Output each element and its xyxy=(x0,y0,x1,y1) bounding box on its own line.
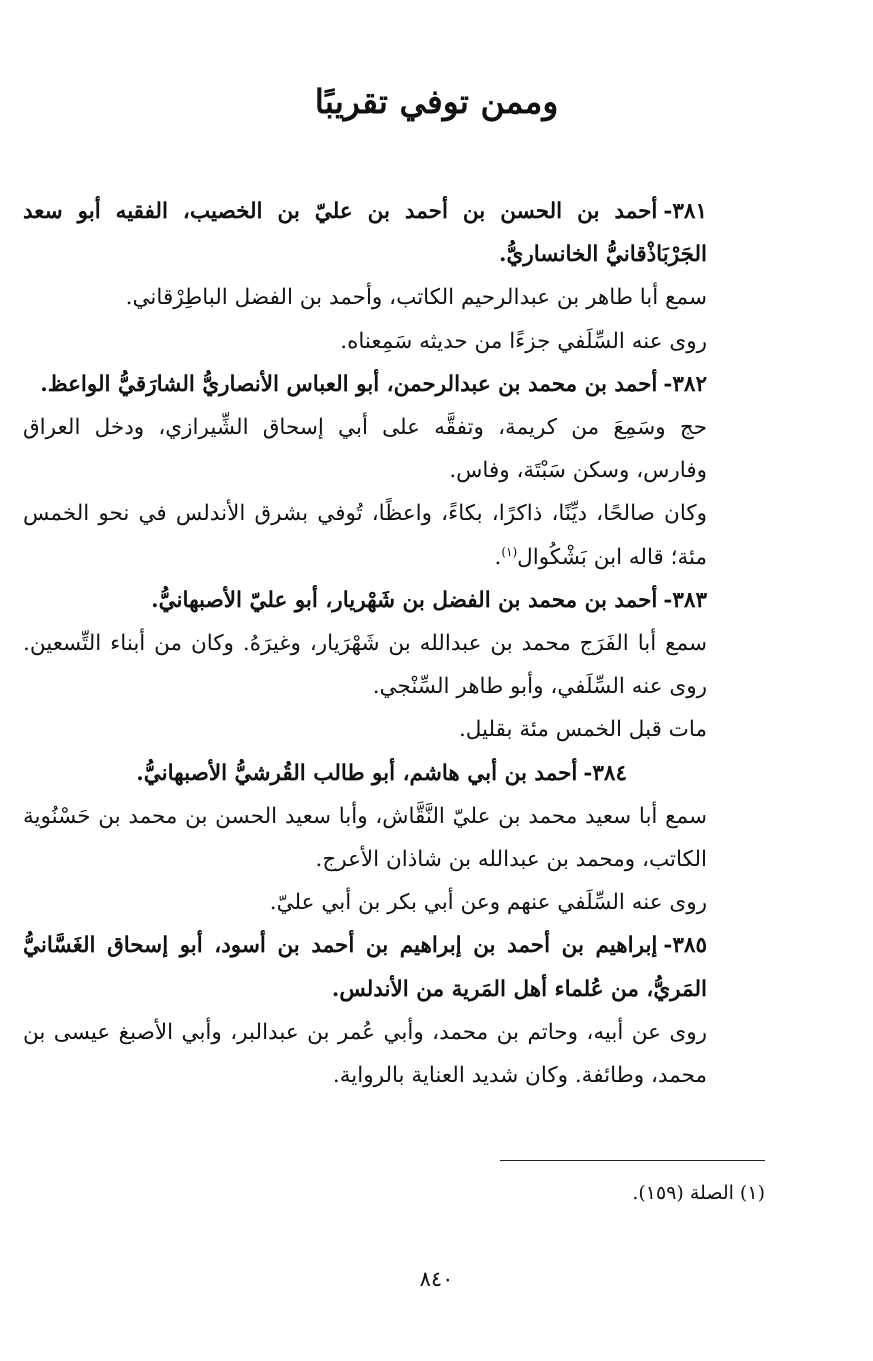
entry-heading xyxy=(23,363,765,406)
entry-paragraph: روى عنه السِّلَفي عنهم وعن أبي بكر بن أبي عليّ. xyxy=(269,890,707,916)
entry-number: ٣٨١- xyxy=(663,199,707,224)
entry-heading-text: أحمد بن محمد بن الفضل بن شَهْريار، أبو عليّ الأصبهانيُّ. xyxy=(151,587,658,613)
entry-paragraph: حج وسَمِعَ من كريمة، وتفقَّه على أبي إسحاق الشِّيرازي، ودخل العراق وفارس، وسكن سَبْتَة، وفاس. xyxy=(23,415,707,484)
entry-number: ٣٨٤- xyxy=(583,760,627,786)
entry-paragraph: روى عن أبيه، وحاتم بن محمد، وأبي عُمر بن عبدالبر، وأبي الأصبغ عيسى بن محمد، وطائفة. وكان شديد العناية بالرواية. xyxy=(23,1019,707,1089)
page-body xyxy=(23,190,765,1097)
entry-heading xyxy=(23,190,765,276)
entry-381 xyxy=(23,190,765,363)
entry-number: ٣٨٥- xyxy=(663,933,707,959)
entry-paragraph: مات قبل الخمس مئة بقليل. xyxy=(458,717,707,743)
entry-heading-text: أحمد بن الحسن بن أحمد بن عليّ بن الخصيب، الفقيه أبو سعد الجَرْبَاذْقانيُّ الخانساريُّ. xyxy=(23,199,707,268)
entry-383 xyxy=(23,579,765,752)
footnote-divider xyxy=(500,1160,765,1161)
entry-heading-text: أحمد بن أبي هاشم، أبو طالب القُرشيُّ الأصبهانيُّ. xyxy=(136,760,578,786)
page-number: ٨٤٠ xyxy=(419,1267,454,1291)
entry-paragraph-text: وكان صالحًا، ديِّنًا، ذاكرًا، بكاءً، واعظًا، تُوفي بشرق الأندلس في نحو الخمس مئة؛ قاله ابن بَشْكُوال xyxy=(23,501,707,570)
footnote: (١) الصلة (١٥٩). xyxy=(632,1182,765,1204)
entry-heading-text: إبراهيم بن أحمد بن إبراهيم بن أحمد بن أسود، أبو إسحاق الغَسَّانيُّ المَريُّ، من عُلماء أهل المَرية من الأندلس. xyxy=(23,933,707,1002)
footnote-reference[interactable]: (١) xyxy=(501,544,518,559)
entry-number: ٣٨٣- xyxy=(663,587,707,613)
entry-384 xyxy=(23,752,765,925)
section-title: وممن توفي تقريبًا xyxy=(314,82,559,121)
sentence-end: . xyxy=(494,544,502,570)
entry-385 xyxy=(23,924,765,1097)
entry-paragraph xyxy=(23,492,765,578)
entry-heading-text: أحمد بن محمد بن عبدالرحمن، أبو العباس الأنصاريُّ الشارَقيُّ الواعظ. xyxy=(40,371,658,397)
entry-number: ٣٨٢- xyxy=(663,371,707,397)
entry-paragraph: سمع أبا سعيد محمد بن عليّ النَّقَّاش، وأبا سعيد الحسن بن محمد بن حَسْنُوية الكاتب، ومحمد بن عبدالله بن شاذان الأعرج. xyxy=(23,803,707,873)
entry-382 xyxy=(23,363,765,579)
entry-paragraph: روى عنه السِّلَفي جزءًا من حديثه سَمِعناه. xyxy=(340,328,707,354)
entry-heading xyxy=(23,579,765,622)
entry-heading xyxy=(23,752,765,795)
entry-paragraph: سمع أبا طاهر بن عبدالرحيم الكاتب، وأحمد بن الفضل الباطِرْقاني. xyxy=(125,285,707,311)
entry-paragraph: سمع أبا الفَرَج محمد بن عبدالله بن شَهْرَيار، وغيرَهُ. وكان من أبناء التِّسعين. روى عنه السِّلَفي، وأبو طاهر السِّنْجي. xyxy=(23,631,707,700)
entry-heading xyxy=(23,924,765,1010)
